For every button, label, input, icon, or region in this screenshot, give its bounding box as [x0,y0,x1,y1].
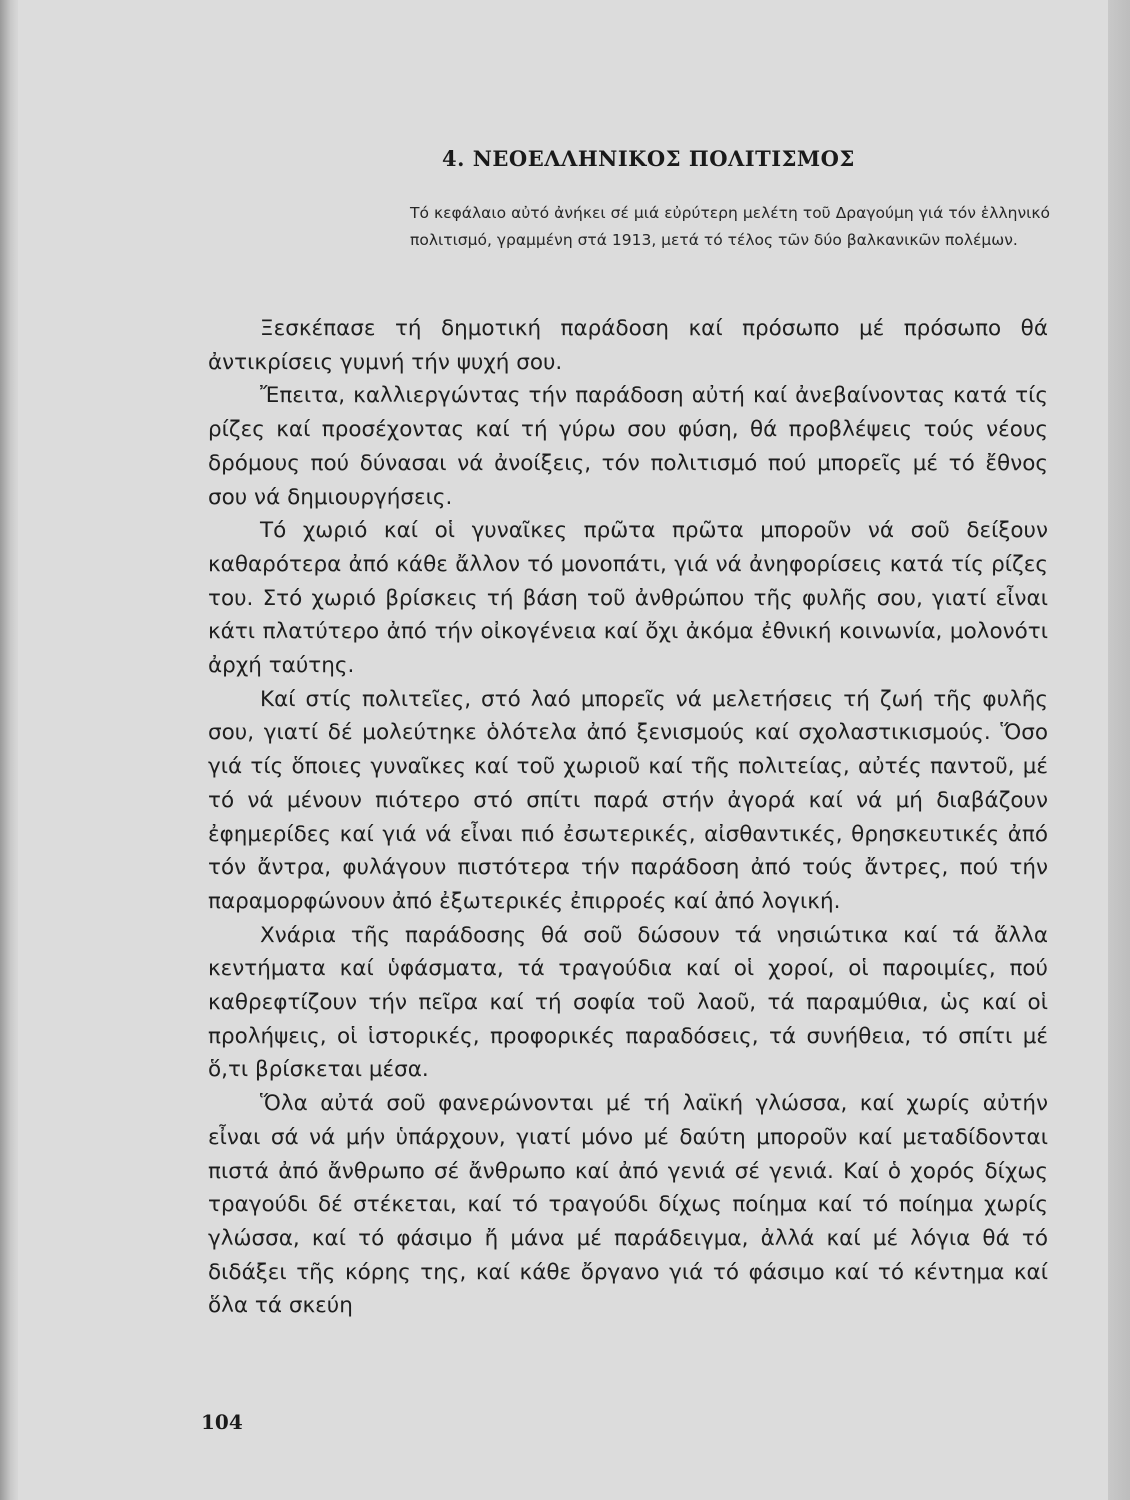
body-text [208,312,1048,1323]
chapter-title: 4. ΝΕΟΕΛΛΗΝΙΚΟΣ ΠΟΛΙΤΙΣΜΟΣ [442,146,855,171]
paragraph: Χνάρια τῆς παράδοσης θά σοῦ δώσουν τά νησιώτικα καί τά ἄλλα κεντήματα καί ὑφάσματα, τά τραγούδια καί οἱ χοροί, οἱ παροιμίες, πού καθρεφτίζουν τήν πεῖρα καί τή σοφία τοῦ λαοῦ, τά παραμύθια, ὡς καί οἱ προλήψεις, οἱ ἱστορικές, προφορικές παραδόσεις, τά συνήθεια, τό σπίτι μέ ὅ,τι βρίσκεται μέσα. [208,922,1048,1083]
paragraph: Καί στίς πολιτεῖες, στό λαό μπορεῖς νά μελετήσεις τή ζωή τῆς φυλῆς σου, γιατί δέ μολεύτηκε ὁλότελα ἀπό ξενισμούς καί σχολαστικισμούς. Ὅσο γιά τίς ὅποιες γυναῖκες καί τοῦ χωριοῦ καί τῆς πολιτείας, αὐτές παντοῦ, μέ τό νά μένουν πιότερο στό σπίτι παρά στήν ἀγορά καί νά μή διαβάζουν ἐφημερίδες καί γιά νά εἶναι πιό ἐσωτερικές, αἰσθαντικές, θρησκευτικές ἀπό τόν ἄντρα, φυλάγουν πιστότερα τήν παράδοση ἀπό τούς ἄντρες, πού τήν παραμορφώνουν ἀπό ἐξωτερικές ἐπιρροές καί ἀπό λογική. [208,686,1048,914]
paragraph: Ἔπειτα, καλλιεργώντας τήν παράδοση αὐτή καί ἀνεβαίνοντας κατά τίς ρίζες καί προσέχοντας καί τή γύρω σου φύση, θά προβλέψεις τούς νέους δρόμους πού δύνασαι νά ἀνοίξεις, τόν πολιτισμό πού μπορεῖς μέ τό ἔθνος σου νά δημιουργήσεις. [208,383,1048,510]
paragraph: Ὅλα αὐτά σοῦ φανερώνονται μέ τή λαϊκή γλώσσα, καί χωρίς αὐτήν εἶναι σά νά μήν ὑπάρχουν, γιατί μόνο μέ δαύτη μποροῦν καί μεταδίδονται πιστά ἀπό ἄνθρωπο σέ ἄνθρωπο καί ἀπό γενιά σέ γενιά. Καί ὁ χορός δίχως τραγούδι δέ στέκεται, καί τό τραγούδι δίχως ποίημα καί τό ποίημα χωρίς γλώσσα, καί τό φάσιμο ἤ μάνα μέ παράδειγμα, ἀλλά καί μέ λόγια θά τό διδάξει τῆς κόρης της, καί κάθε ὄργανο γιά τό φάσιμο καί τό κέντημα καί ὅλα τά σκεύη [208,1091,1048,1319]
paragraph: Τό χωριό καί οἱ γυναῖκες πρῶτα πρῶτα μποροῦν νά σοῦ δείξουν καθαρότερα ἀπό κάθε ἄλλον τό μονοπάτι, γιά νά ἀνηφορίσεις κατά τίς ρίζες του. Στό χωριό βρίσκεις τή βάση τοῦ ἀνθρώπου τῆς φυλῆς σου, γιατί εἶναι κάτι πλατύτερο ἀπό τήν οἰκογένεια καί ὄχι ἀκόμα ἐθνική κοινωνία, μολονότι ἀρχή ταύτης. [208,518,1048,679]
chapter-introductory-note: Τό κεφάλαιο αὐτό ἀνήκει σέ μιά εὐρύτερη μελέτη τοῦ Δραγούμη γιά τόν ἑλληνικό πολιτισμό, γραμμένη στά 1913, μετά τό τέλος τῶν δύο βαλκανικῶν πολέμων. [410,204,1050,249]
page [18,0,1108,1500]
page-stack-edge [0,0,18,1500]
right-gutter [1108,0,1130,1500]
paragraph: Ξεσκέπασε τή δημοτική παράδοση καί πρόσωπο μέ πρόσωπο θά ἀντικρίσεις γυμνή τήν ψυχή σου. [208,316,1048,375]
page-number: 104 [201,1410,243,1434]
